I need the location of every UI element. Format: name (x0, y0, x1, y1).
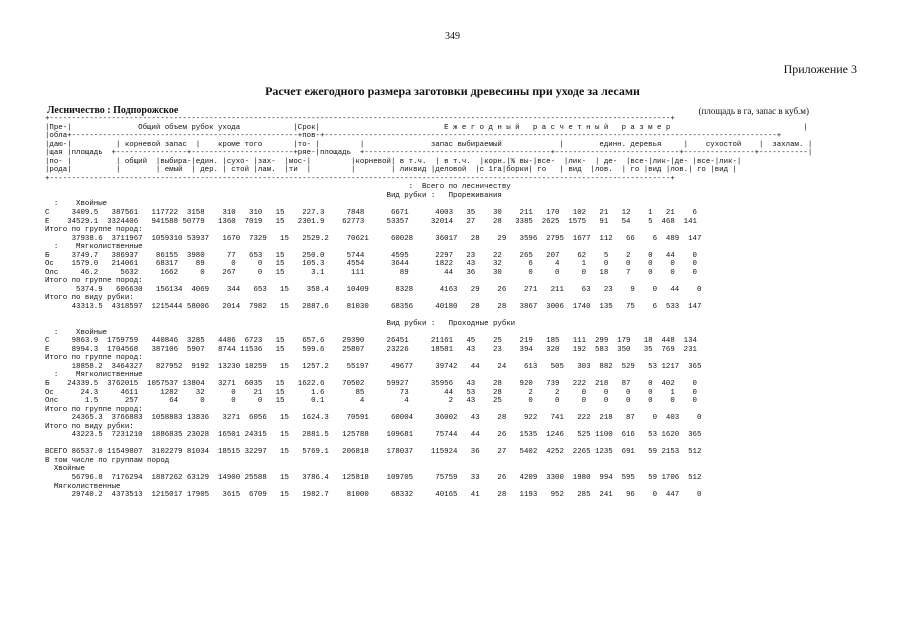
table-row: 24365.3 3766883 1058883 13836 3271 6056 15 1624.3 70591 60004 36002 43 28 922 741 222 218 87 0 403 0 (45, 414, 702, 423)
table-row: : Всего по лесничеству (45, 183, 511, 192)
table-row: Итого по группе пород: (45, 277, 143, 286)
table-header-line: |обла+---------------------------------------------------+пов-+------------------------------------------------------------------------------------------------------+ (45, 132, 782, 141)
table-row: Итого по виду рубки: (45, 294, 134, 303)
table-row: 29740.2 4373513 1215017 17905 3615 6709 15 1982.7 81000 68332 40165 41 28 1193 952 285 241 96 0 447 0 (45, 491, 702, 500)
table-row: Вид рубки : Проходные рубки (45, 320, 516, 329)
table-row: Олс 1.5 257 64 0 0 0 15 0.1 4 4 2 43 25 0 0 0 0 0 0 0 0 (45, 397, 697, 406)
table-header-line: |щая |площадь +----------------+-----------------------+ряе-|площадь +------------------------------------------+----------------------------+----------------+-----------| (45, 149, 813, 158)
table-row: ВСЕГО 86537.0 11549807 3102279 81034 18515 32297 15 5769.1 206818 178037 115924 36 27 5402 4252 2265 1235 691 59 2153 512 (45, 448, 702, 457)
forestry-label: Лесничество : (47, 105, 111, 116)
table-header-line: |рода| | | емый | дер. | стой |лам. |ти | | | ликвид |деловой |с 1га|борки| го | вид |лов. | го |вид |лов.| го |вид | (45, 166, 737, 175)
document-title: Расчет ежегодного размера заготовки древесины при уходе за лесами (265, 84, 640, 98)
table-row: С 9863.9 1759759 440846 3285 4486 6723 15 657.6 29390 26451 21161 45 25 219 185 111 299 179 18 448 134 (45, 337, 697, 346)
table-row: Итого по группе пород: (45, 405, 143, 414)
table-row: 18858.2 3464327 827952 9192 13230 18259 15 1257.2 55197 49677 39742 44 24 613 505 303 882 529 53 1217 365 (45, 362, 702, 371)
table-row: Б 24339.5 3762015 1057537 13804 3271 6035 15 1622.6 70502 59927 35956 43 28 920 739 222 218 87 0 402 0 (45, 379, 697, 388)
table-row: В том числе по группам пород (45, 456, 170, 465)
table-row: Ос 24.3 4611 1282 32 0 21 15 1.6 85 73 44 53 28 2 2 0 0 0 0 1 0 (45, 388, 697, 397)
table-row: Хвойные (45, 465, 85, 474)
table-header-line: |даю-| | корневой запас | кроме того |то- | | запас выбираемый | единн. деревья | сухостой | захлам. | (45, 140, 813, 149)
table-row: Олс 46.2 5632 1662 0 267 0 15 3.1 111 89 44 36 30 0 0 0 18 7 0 0 0 (45, 268, 697, 277)
table-row: 5374.9 606630 156134 4069 344 653 15 358.4 10409 8328 4163 29 26 271 211 63 23 9 0 44 0 (45, 285, 702, 294)
table-row: : Мягколиственные (45, 243, 143, 252)
table-row: Б 3749.7 386937 86155 3980 77 653 15 250.0 5744 4595 2297 23 22 265 207 62 5 2 0 44 0 (45, 251, 697, 260)
table-row: 37938.6 3711967 1059310 53937 1670 7329 15 2529.2 70621 60028 36017 28 29 3596 2795 1677 112 66 6 489 147 (45, 234, 702, 243)
units-note: (площадь в га, запас в куб.м) (698, 106, 809, 116)
table-row: : Хвойные (45, 200, 108, 209)
table-row: Ос 1579.0 214061 68317 89 0 0 15 105.3 4554 3644 1822 43 32 6 4 1 0 0 0 0 0 (45, 260, 697, 269)
table-row: 56796.8 7176294 1887262 63129 14900 25588 15 3786.4 125818 109705 75759 33 26 4209 3300 1980 994 595 59 1706 512 (45, 473, 702, 482)
table-row: Итого по группе пород: (45, 354, 143, 363)
table-row: Мягколиственные (45, 482, 121, 491)
appendix-label: Приложение 3 (783, 62, 857, 76)
table-row: : Мягколиственные (45, 371, 143, 380)
table-header-line: +--------------------------------------------------------------------------------------------------------------------------------------------+ (45, 174, 675, 183)
data-table (45, 115, 812, 500)
table-row: : Хвойные (45, 328, 108, 337)
table-row: Итого по виду рубки: (45, 422, 134, 431)
table-header-line: +--------------------------------------------------------------------------------------------------------------------------------------------+ (45, 115, 675, 123)
table-row: Е 8994.3 1704568 387106 5907 8744 11536 15 599.6 25807 23226 18581 43 23 394 320 192 583 350 35 769 231 (45, 345, 697, 354)
table-row: Итого по группе пород: (45, 226, 143, 235)
table-row: 43223.5 7231210 1886835 23028 16501 24315 15 2881.5 125788 109681 75744 44 26 1535 1246 525 1100 616 53 1620 365 (45, 431, 702, 440)
table-row: С 3409.5 387561 117722 3158 310 310 15 227.3 7848 6671 4003 35 30 211 170 102 21 12 1 21 6 (45, 209, 697, 218)
table-row: Вид рубки : Прореживания (45, 191, 502, 200)
table-row: Е 34529.1 3324406 941588 50779 1360 7019 15 2301.9 62773 53357 32014 27 28 3385 2625 1575 91 54 5 468 141 (45, 217, 697, 226)
table-row: 43313.5 4318597 1215444 58006 2014 7982 15 2887.6 81030 68356 40180 28 28 3867 3006 1740 135 75 6 533 147 (45, 303, 702, 312)
forestry-name: Подпорожское (113, 105, 179, 116)
table-header-line: |Пре-| Общий объем рубок ухода |Срок| Е ж е г о д н ы й р а с ч е т н ы й р а з м е р | (45, 123, 808, 132)
page-number: 349 (445, 31, 460, 42)
table-header-line: |по- | | общий |выбира-|един. |сухо- |зах- |мос-| |корневой| в т.ч. | в т.ч. |корн.|% вы-|все- |лик- | де- |все-|лик-|де- |все-|лик-| (45, 157, 742, 166)
